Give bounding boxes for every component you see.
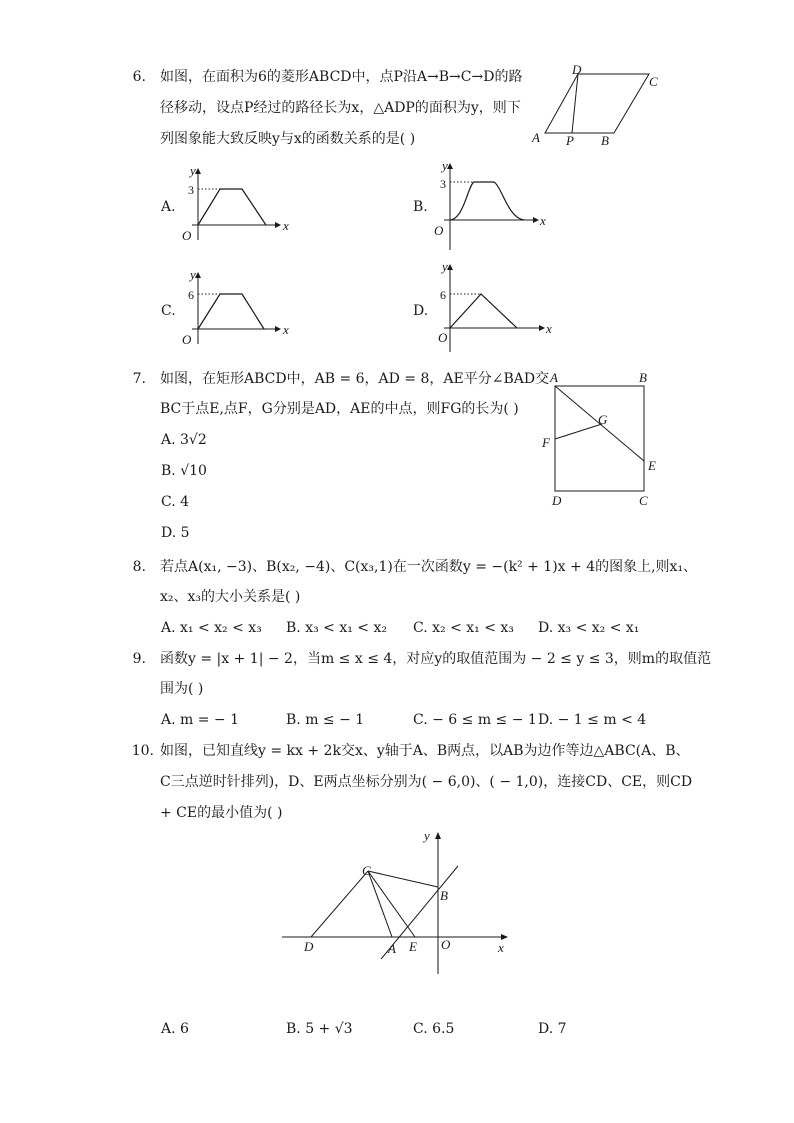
q10-text-line2: C三点逆时针排列)，D、E两点坐标分别为( − 6,0)、( − 1,0)，连接CD、CE，则CD bbox=[160, 774, 693, 790]
q8-number: 8. bbox=[132, 559, 146, 575]
label-b: B bbox=[440, 888, 448, 903]
label-f: F bbox=[542, 435, 550, 450]
label-y: y bbox=[424, 828, 430, 843]
y-arrow bbox=[447, 163, 453, 169]
q9-option-b[interactable]: B. m ≤ − 1 bbox=[286, 712, 365, 728]
q6-option-c-graph bbox=[178, 264, 298, 346]
y-tick-label: 6 bbox=[440, 288, 446, 302]
label-b: B bbox=[639, 370, 647, 385]
x-label: x bbox=[283, 322, 289, 337]
graph-curve bbox=[450, 182, 524, 220]
q6-text-line1: 如图，在面积为6的菱形ABCD中，点P沿A→B→C→D的路 bbox=[160, 69, 523, 85]
q7-text-line2: BC于点E,点F，G分别是AD，AE的中点，则FG的长为( ) bbox=[160, 401, 519, 417]
q7-text-line1: 如图，在矩形ABCD中，AB = 6，AD = 8，AE平分∠BAD交 bbox=[160, 371, 550, 387]
y-arrow bbox=[195, 168, 201, 174]
y-arrow bbox=[447, 264, 453, 270]
label-a: A bbox=[550, 370, 558, 385]
q6-option-b-label[interactable]: B. bbox=[413, 199, 428, 215]
label-c: C bbox=[639, 493, 648, 508]
label-e: E bbox=[648, 458, 656, 473]
q10-text-line3: + CE的最小值为( ) bbox=[160, 805, 283, 821]
label-x: x bbox=[498, 940, 504, 955]
q8-text-line1: 若点A(x₁, −3)、B(x₂, −4)、C(x₃,1)在一次函数y = −(k² + 1)x + 4的图象上,则x₁、 bbox=[160, 559, 698, 575]
label-p: P bbox=[566, 133, 574, 148]
q9-option-c[interactable]: C. − 6 ≤ m ≤ − 1 bbox=[413, 712, 537, 728]
q6-option-d-graph bbox=[430, 256, 555, 356]
q10-number: 10. bbox=[131, 743, 154, 759]
label-a: A bbox=[388, 941, 396, 956]
label-e: E bbox=[409, 939, 417, 954]
q7-option-b[interactable]: B. √10 bbox=[161, 463, 207, 479]
q9-text-line2: 围为( ) bbox=[160, 681, 204, 697]
graph-curve bbox=[198, 189, 266, 225]
q6-text-line3: 列图象能大致反映y与x的函数关系的是( ) bbox=[160, 131, 416, 147]
label-d: D bbox=[304, 939, 314, 954]
y-arrow bbox=[195, 272, 201, 278]
y-tick-label: 6 bbox=[188, 288, 194, 302]
label-g: G bbox=[598, 412, 608, 427]
q6-option-a-graph bbox=[178, 160, 298, 242]
q10-option-d[interactable]: D. 7 bbox=[538, 1021, 567, 1037]
label-c: C bbox=[362, 863, 371, 878]
y-label: y bbox=[442, 259, 448, 274]
q9-option-a[interactable]: A. m = − 1 bbox=[161, 712, 240, 728]
y-label: y bbox=[190, 267, 196, 282]
rhombus-shape bbox=[545, 74, 649, 133]
y-label: y bbox=[442, 158, 448, 173]
segment-ce bbox=[368, 871, 415, 937]
q9-number: 9. bbox=[132, 651, 146, 667]
q8-option-b[interactable]: B. x₃ < x₁ < x₂ bbox=[286, 620, 387, 636]
label-c: C bbox=[649, 74, 658, 89]
q9-text-line1: 函数y = |x + 1| − 2，当m ≤ x ≤ 4，对应y的取值范围为 − 2 ≤ y ≤ 3，则m的取值范 bbox=[160, 651, 712, 667]
q6-number: 6. bbox=[132, 69, 146, 85]
x-arrow bbox=[539, 325, 545, 331]
q7-option-a[interactable]: A. 3√2 bbox=[161, 432, 207, 448]
segment-cb bbox=[368, 871, 438, 887]
rectangle-abcd bbox=[555, 386, 644, 491]
q7-rectangle-figure bbox=[538, 368, 668, 513]
segment-fg bbox=[555, 424, 602, 439]
x-arrow bbox=[533, 217, 539, 223]
label-d: D bbox=[552, 493, 562, 508]
x-label: x bbox=[283, 218, 289, 233]
q10-option-b[interactable]: B. 5 + √3 bbox=[286, 1021, 353, 1037]
q10-option-c[interactable]: C. 6.5 bbox=[413, 1021, 455, 1037]
x-label: x bbox=[546, 321, 552, 336]
q6-option-c-label[interactable]: C. bbox=[161, 303, 176, 319]
label-a: A bbox=[532, 130, 540, 145]
y-label: y bbox=[190, 163, 196, 178]
graph-curve bbox=[198, 294, 264, 329]
q9-option-d[interactable]: D. − 1 ≤ m < 4 bbox=[538, 712, 647, 728]
label-b: B bbox=[601, 133, 609, 148]
q8-option-d[interactable]: D. x₃ < x₂ < x₁ bbox=[538, 620, 640, 636]
q7-option-d[interactable]: D. 5 bbox=[161, 525, 190, 541]
q6-option-b-graph bbox=[430, 155, 555, 255]
q6-option-a-label[interactable]: A. bbox=[161, 199, 176, 215]
origin-label: O bbox=[434, 223, 444, 238]
q8-option-a[interactable]: A. x₁ < x₂ < x₃ bbox=[161, 620, 262, 636]
x-label: x bbox=[540, 213, 546, 228]
origin-label: O bbox=[182, 332, 192, 347]
q8-option-c[interactable]: C. x₂ < x₁ < x₃ bbox=[413, 620, 514, 636]
q6-text-line2: 径移动，设点P经过的路径长为x，△ADP的面积为y，则下 bbox=[160, 100, 521, 116]
segment-ca bbox=[368, 871, 392, 937]
graph-curve bbox=[450, 294, 517, 328]
segment-cd bbox=[311, 871, 368, 937]
q7-number: 7. bbox=[132, 371, 146, 387]
q10-option-a[interactable]: A. 6 bbox=[161, 1021, 189, 1037]
q6-rhombus-figure bbox=[528, 62, 668, 152]
x-arrow bbox=[275, 222, 281, 228]
q8-text-line2: x₂、x₃的大小关系是( ) bbox=[160, 589, 301, 605]
origin-label: O bbox=[182, 228, 192, 243]
y-tick-label: 3 bbox=[440, 177, 446, 191]
y-tick-label: 3 bbox=[188, 183, 194, 197]
q10-text-line1: 如图，已知直线y = kx + 2k交x、y轴于A、B两点，以AB为边作等边△ABC(A、B、 bbox=[160, 743, 690, 759]
label-d: D bbox=[572, 62, 582, 77]
q7-option-c[interactable]: C. 4 bbox=[161, 494, 190, 510]
q10-coordinate-figure bbox=[278, 826, 518, 976]
x-arrow bbox=[275, 326, 281, 332]
q6-option-d-label[interactable]: D. bbox=[413, 303, 429, 319]
y-arrow bbox=[435, 832, 441, 839]
origin-label: O bbox=[438, 330, 448, 345]
label-o: O bbox=[441, 937, 451, 952]
